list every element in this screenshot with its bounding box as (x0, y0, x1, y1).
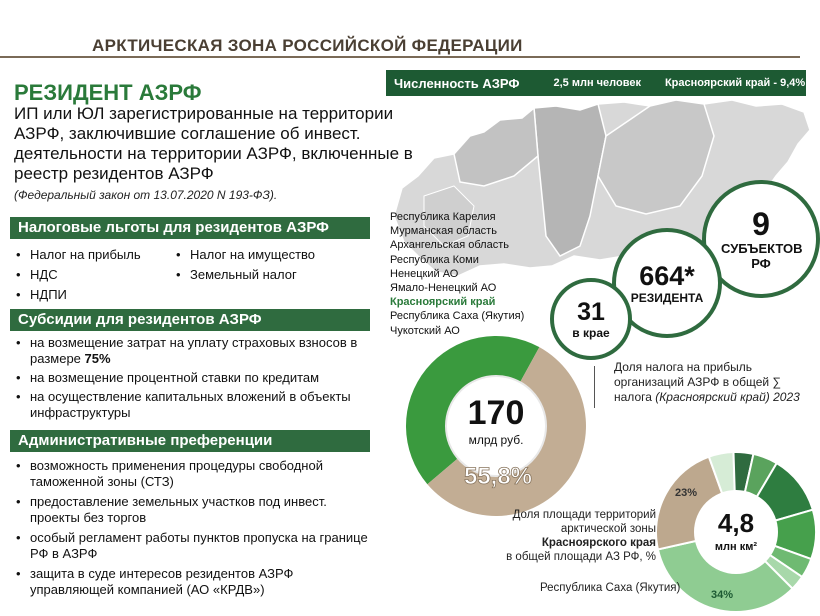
population-bar (386, 70, 806, 96)
region-item: Ямало-Ненецкий АО (390, 282, 497, 295)
resident-description: ИП или ЮЛ зарегистрированные на территории АЗРФ, заключившие соглашение об инвест. деятельности на территории АЗРФ, включенные в реестр резидентов АЗРФ (14, 104, 413, 183)
yakutia-label: Республика Саха (Якутия) (540, 582, 681, 594)
krasnoyarsk-population-share: Красноярский край - 9,4% (664, 77, 806, 89)
admin-item: • особый регламент работы пунктов пропуска на границе РФ в АЗРФ (14, 530, 374, 562)
subsidy-item (14, 370, 394, 386)
region-item: Мурманская область (390, 225, 497, 238)
area-note-bold: Красноярского края (541, 537, 656, 549)
subsidies-heading: Субсидии для резидентов АЗРФ (10, 309, 370, 331)
tax-benefits-list-right (174, 247, 334, 287)
tax-item: • Налог на имущество (174, 247, 334, 263)
subsidy-item (14, 389, 394, 421)
krai-residents-label: в крае (572, 325, 610, 340)
tax-share-pie (400, 330, 592, 522)
donut-label-23: 23% (674, 487, 698, 499)
region-item: Республика Саха (Якутия) (390, 310, 525, 323)
subsidy-item (14, 335, 394, 367)
subsidy-item-percent: 75% (84, 351, 111, 366)
area-note-text: Доля площади территорий арктической зоны (512, 509, 656, 535)
population-bar-title: Численность АЗРФ (394, 75, 520, 91)
subsidy-item-text: на возмещение процентной ставки по кредитам (30, 370, 320, 385)
subsidy-item-text: на возмещение затрат на уплату страховых взносов в размере (30, 335, 358, 366)
admin-item: • возможность применения процедуры свободной таможенной зоны (СТЗ) (14, 458, 374, 490)
region-item: Архангельская область (390, 239, 509, 252)
pie-center-value: 170 (467, 394, 525, 432)
residents-count-label: РЕЗИДЕНТА (630, 291, 704, 305)
tax-item: • Налог на прибыль (14, 247, 141, 263)
pie-center-label: млрд руб. (468, 433, 524, 447)
tax-note-connector (594, 366, 595, 408)
region-item-highlighted: Красноярский край (390, 296, 496, 309)
tax-item: • НДС (14, 267, 141, 283)
header-divider (0, 56, 800, 58)
subsidies-list (14, 335, 394, 424)
admin-item: • защита в суде интересов резидентов АЗРФ управляющей компанией (АО «КРДВ») (14, 566, 374, 598)
residents-count-value: 664* (639, 261, 695, 291)
area-note-tail: в общей площади АЗ РФ, % (506, 551, 656, 563)
admin-preferences-list (14, 458, 374, 602)
resident-title: РЕЗИДЕНТ АЗРФ (14, 80, 202, 105)
tax-item: • НДПИ (14, 287, 141, 303)
regions-list (390, 210, 524, 338)
tax-benefits-heading: Налоговые льготы для резидентов АЗРФ (10, 217, 370, 239)
tax-share-note (614, 360, 809, 405)
pie-share-label: 55,8% (463, 463, 533, 490)
page-header-title: АРКТИЧЕСКАЯ ЗОНА РОССИЙСКОЙ ФЕДЕРАЦИИ (92, 36, 523, 55)
region-item: Республика Карелия (390, 211, 496, 223)
region-item: Чукотский АО (390, 324, 460, 337)
region-item: Республика Коми (390, 253, 479, 266)
subsidy-item-text: на осуществление капитальных вложений в объекты инфраструктуры (30, 389, 351, 420)
region-item: Ненецкий АО (390, 267, 459, 280)
tax-item: • Земельный налог (174, 267, 334, 283)
tax-note-text: Доля налога на прибыль организаций АЗРФ в общей ∑ налога (614, 360, 781, 404)
subjects-count-value: 9 (752, 206, 770, 242)
donut-center-value: 4,8 (717, 508, 755, 538)
area-share-note (496, 508, 656, 564)
subjects-count-label: СУБЪЕКТОВ РФ (721, 241, 803, 271)
donut-center-label: млн км² (714, 541, 758, 553)
krai-residents-value: 31 (577, 297, 605, 326)
tax-benefits-list-left (14, 247, 141, 307)
population-value: 2,5 млн человек (553, 77, 641, 89)
donut-label-34: 34% (710, 589, 734, 601)
admin-preferences-heading: Административные преференции (10, 430, 370, 452)
resident-law-reference: (Федеральный закон от 13.07.2020 N 193-ФЗ). (14, 188, 278, 202)
tax-note-italic: (Красноярский край) 2023 (655, 390, 800, 404)
admin-item: • предоставление земельных участков под инвест. проекты без торгов (14, 494, 374, 526)
